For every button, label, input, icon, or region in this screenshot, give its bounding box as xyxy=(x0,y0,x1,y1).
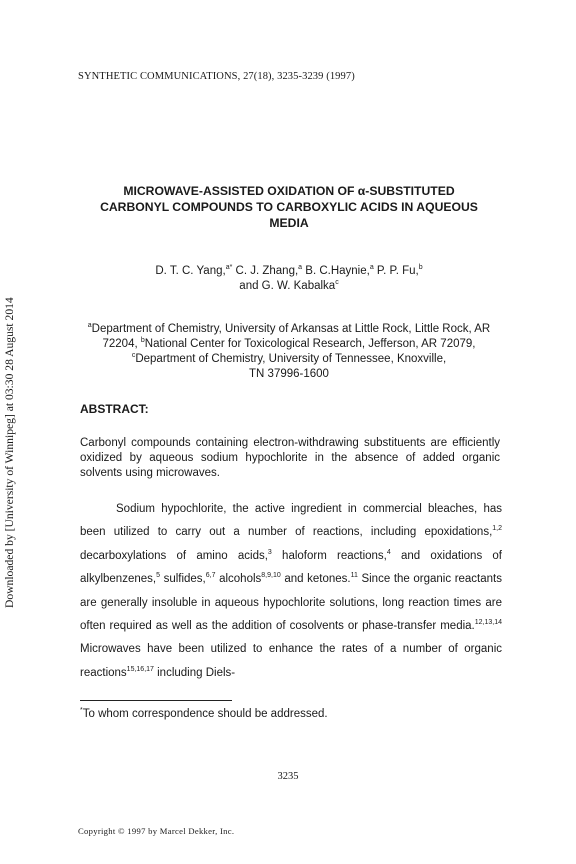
body-text: including Diels- xyxy=(153,666,236,679)
author-name: B. C.Haynie, xyxy=(302,265,370,277)
download-watermark-text: Downloaded by [University of Winnipeg] at 03:30 28 August 2014 xyxy=(3,297,16,608)
affiliation-c: Department of Chemistry, University of Tennessee, Knoxville, xyxy=(135,353,447,365)
copyright-notice: Copyright © 1997 by Marcel Dekker, Inc. xyxy=(78,826,235,836)
body-text: and oxidations of alkylbenzenes, xyxy=(80,549,502,586)
body-text: sulfides, xyxy=(159,573,206,586)
journal-citation: SYNTHETIC COMMUNICATIONS, 27(18), 3235-3239 (1997) xyxy=(78,71,355,82)
article-title xyxy=(74,183,504,231)
affil-mark: b xyxy=(140,337,145,344)
author-name: P. P. Fu, xyxy=(373,265,419,277)
citation-ref: 15,16,17 xyxy=(126,665,154,673)
title-line-3: MEDIA xyxy=(269,216,309,230)
body-text: Sodium hypochlorite, the active ingredient in commercial bleaches, has been utilized to carry out a number of reactions, including epoxidations, xyxy=(80,503,502,539)
body-text: alcohols xyxy=(215,573,262,586)
author-line-2 xyxy=(74,279,504,294)
author-list xyxy=(74,264,504,294)
citation-ref: 5 xyxy=(156,572,160,580)
author-affil-mark: b xyxy=(418,264,423,271)
body-text: Microwaves have been utilized to enhance the rates of a number of organic reactions xyxy=(80,643,502,679)
abstract-heading: ABSTRACT: xyxy=(80,402,149,416)
author-affil-mark: c xyxy=(335,279,339,286)
affil-mark: a xyxy=(87,322,92,329)
affil-mark: c xyxy=(131,352,136,359)
citation-ref: 11 xyxy=(350,572,358,580)
abstract-text: Carbonyl compounds containing electron-withdrawing substituents are efficiently oxidized by aqueous sodium hypochlorite in the absence of added organic solvents using microwaves. xyxy=(80,437,500,479)
title-line-1: MICROWAVE-ASSISTED OXIDATION OF α-SUBSTITUTED xyxy=(123,184,455,198)
footnote xyxy=(80,708,328,720)
footnote-mark: * xyxy=(80,707,83,714)
title-line-2: CARBONYL COMPOUNDS TO CARBOXYLIC ACIDS IN AQUEOUS xyxy=(100,200,478,214)
affiliation-b: National Center for Toxicological Research, Jefferson, AR 72079, xyxy=(144,338,476,350)
author-name: D. T. C. Yang, xyxy=(155,265,226,277)
page-number: 3235 xyxy=(277,771,299,782)
affiliation-c-end: TN 37996-1600 xyxy=(249,368,329,380)
citation-ref: 1,2 xyxy=(492,525,502,533)
footnote-divider xyxy=(80,700,232,701)
author-line-1 xyxy=(74,264,504,279)
citation-ref: 12,13,14 xyxy=(474,619,502,627)
body-text: Since the organic reactants are generally insoluble in aqueous hypochlorite solutions, long reaction times are often required as well as the addition of cosolvents or phase-transfer media. xyxy=(80,573,502,633)
citation-ref: 4 xyxy=(386,548,391,556)
footnote-text: To whom correspondence should be addressed. xyxy=(82,708,328,720)
body-paragraph xyxy=(80,498,502,685)
citation-ref: 3 xyxy=(267,548,272,556)
author-affil-mark: a* xyxy=(225,264,233,271)
affiliations xyxy=(74,322,504,382)
body-text: haloform reactions, xyxy=(271,549,387,562)
body-text: and ketones. xyxy=(280,573,351,586)
author-name: C. J. Zhang, xyxy=(232,265,299,277)
citation-ref: 6,7 xyxy=(205,572,216,580)
body-text: decarboxylations of amino acids, xyxy=(80,549,268,562)
author-affil-mark: a xyxy=(298,264,303,271)
author-name: and G. W. Kabalka xyxy=(239,280,336,292)
citation-ref: 8,9,10 xyxy=(261,572,281,580)
author-affil-mark: a xyxy=(369,264,374,271)
affiliation-a: Department of Chemistry, University of Arkansas at Little Rock, Little Rock, AR 72204, xyxy=(91,323,491,350)
